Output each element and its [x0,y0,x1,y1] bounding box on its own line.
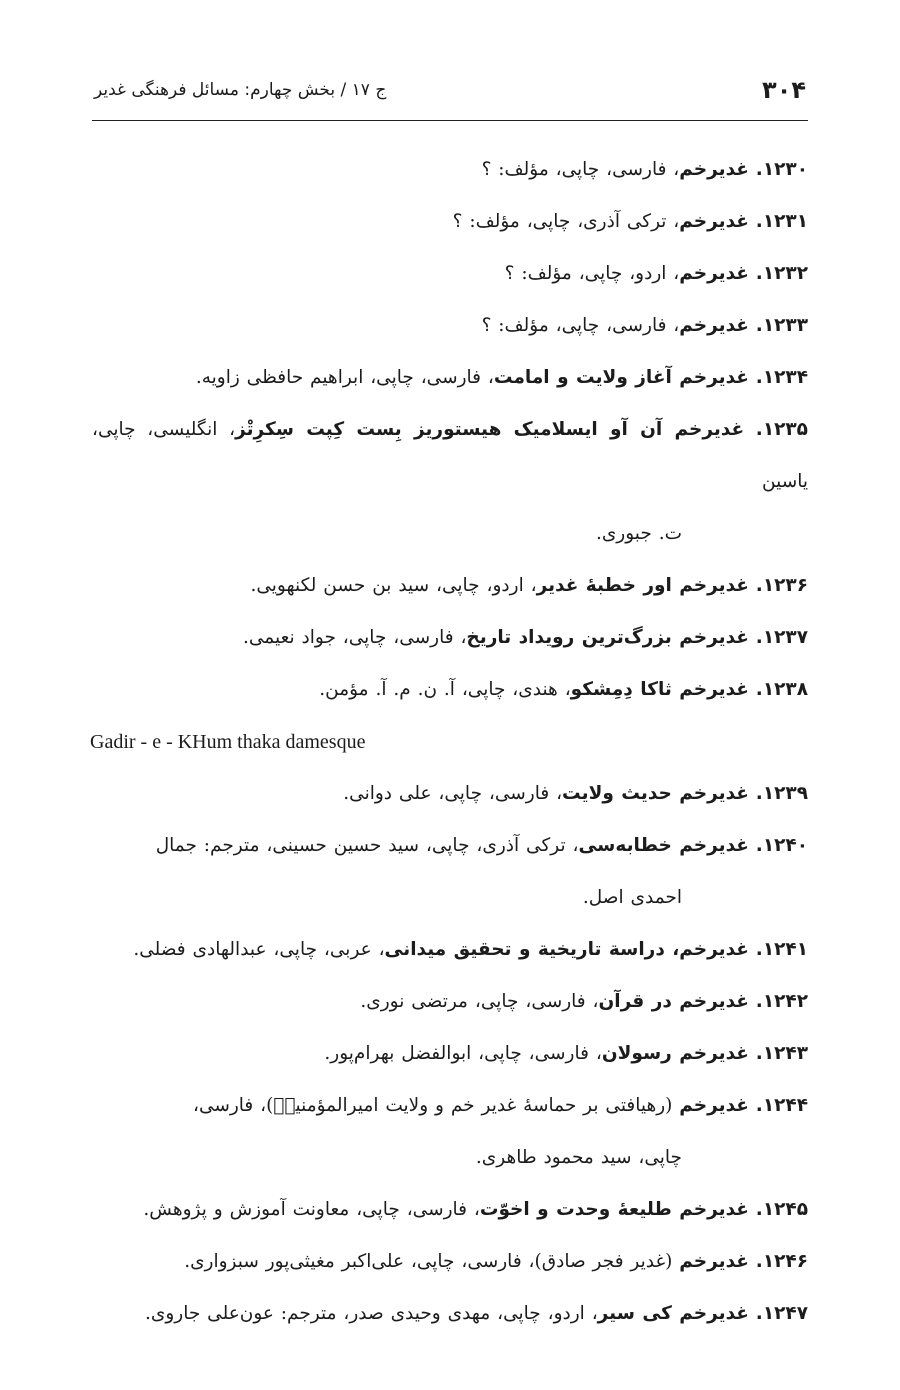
entry-continuation: چاپی، سید محمود طاهری. [475,1147,682,1168]
bibliography-entry [92,196,808,248]
entry-number: ۱۲۳۴. [755,367,808,388]
entry-number: ۱۲۴۰. [755,835,808,856]
entry-title: غدیرخم، دراسة تاریخیة و تحقیق میدانی [384,939,749,960]
entry-title: غدیرخم کی سیر [597,1303,749,1324]
entry-details: ، فارسی، چاپی، مؤلف: ؟ [481,159,680,180]
entry-number: ۱۲۳۵. [755,419,808,440]
bibliography-list [92,144,808,1340]
entry-details: ، فارسی، چاپی، ابوالفضل بهرام‌پور. [324,1043,602,1064]
running-title: ج ۱۷ / بخش چهارم: مسائل فرهنگی غدیر [94,80,387,100]
page-header [92,70,808,121]
entry-number: ۱۲۳۲. [755,263,808,284]
entry-details: ، اردو، چاپی، مؤلف: ؟ [504,263,680,284]
bibliography-entry [92,560,808,612]
entry-title: غدیرخم [679,315,749,336]
entry-details: (رهیافتی بر حماسهٔ غدیر خم و ولایت امیرالمؤمنینؒ)، فارسی، [192,1095,680,1116]
entry-title: غدیرخم رسولان [601,1043,749,1064]
entry-number: ۱۲۴۳. [755,1043,808,1064]
entry-details: ، فارسی، چاپی، جواد نعیمی. [242,627,467,648]
bibliography-entry [92,820,808,924]
entry-details: (غدیر فجر صادق)، فارسی، چاپی، علی‌اکبر مغیثی‌پور سبزواری. [184,1251,680,1272]
entry-details: ، اردو، چاپی، مهدی وحیدی صدر، مترجم: عون‌علی جاروی. [144,1303,598,1324]
bibliography-entry [92,144,808,196]
bibliography-entry [92,768,808,820]
entry-details: ، عربی، چاپی، عبدالهادی فضلی. [133,939,385,960]
bibliography-entry [92,1080,808,1184]
entry-number: ۱۲۳۶. [755,575,808,596]
bibliography-entry [92,1236,808,1288]
page-number: ۳۰۴ [762,76,806,104]
entry-number: ۱۲۴۷. [755,1303,808,1324]
bibliography-entry [92,1184,808,1236]
entry-number: ۱۲۳۷. [755,627,808,648]
entry-title: غدیرخم حدیث ولایت [562,783,749,804]
entry-number: ۱۲۳۱. [755,211,808,232]
entry-details: ، ترکی آذری، چاپی، مؤلف: ؟ [452,211,680,232]
entry-title: غدیرخم طلیعهٔ وحدت و اخوّت [479,1199,749,1220]
entry-title: غدیرخم [679,211,749,232]
entry-title: غدیرخم آغاز ولایت و امامت [493,367,749,388]
entry-details: ، فارسی، چاپی، مرتضی نوری. [360,991,599,1012]
entry-number: ۱۲۴۶. [755,1251,808,1272]
entry-continuation: ت. جبوری. [595,523,682,544]
entry-number: ۱۲۴۲. [755,991,808,1012]
entry-details: ، فارسی، چاپی، معاونت آموزش و پژوهش. [143,1199,480,1220]
bibliography-entry [92,612,808,664]
latin-transliteration: Gadir - e - KHum thaka damesque [90,731,366,753]
entry-number: ۱۲۳۸. [755,679,808,700]
entry-details: ، اردو، چاپی، سید بن حسن لکنهویی. [250,575,537,596]
entry-title: غدیرخم آن آو ایسلامیک هیستوریز بِست کِپت سِکرِتْز [235,419,745,440]
entry-title: غدیرخم [679,1095,749,1116]
entry-number: ۱۲۳۳. [755,315,808,336]
entry-details: ، انگلیسی، چاپی، یاسین [92,419,808,492]
entry-title: غدیرخم اور خطبهٔ غدیر [536,575,749,596]
entry-title: غدیرخم بزرگ‌ترین رویداد تاریخ [466,627,749,648]
bibliography-entry [92,924,808,976]
bibliography-entry [92,976,808,1028]
entry-title: غدیرخم خطابه‌سی [578,835,749,856]
entry-title: غدیرخم ثاکا دِمِشکو [570,679,749,700]
entry-details: ، ترکی آذری، چاپی، سید حسین حسینی، مترجم: جمال [155,835,579,856]
entry-number: ۱۲۴۵. [755,1199,808,1220]
entry-number: ۱۲۴۱. [755,939,808,960]
bibliography-entry [92,300,808,352]
bibliography-entry [92,664,808,716]
entry-details: ، هندی، چاپی، آ. ن. م. آ. مؤمن. [319,679,571,700]
entry-continuation: احمدی اصل. [582,887,682,908]
entry-title: غدیرخم [679,159,749,180]
entry-details: ، فارسی، چاپی، علی دوانی. [343,783,563,804]
entry-details: ، فارسی، چاپی، مؤلف: ؟ [481,315,680,336]
entry-title: غدیرخم [679,263,749,284]
entry-details: ، فارسی، چاپی، ابراهیم حافظی زاویه. [195,367,494,388]
bibliography-entry [92,404,808,560]
bibliography-entry [92,248,808,300]
bibliography-entry [92,1028,808,1080]
bibliography-entry [92,1288,808,1340]
entry-number: ۱۲۳۹. [755,783,808,804]
entry-number: ۱۲۳۰. [755,159,808,180]
entry-number: ۱۲۴۴. [755,1095,808,1116]
entry-title: غدیرخم [679,1251,749,1272]
entry-title: غدیرخم در قرآن [598,991,749,1012]
bibliography-entry [92,352,808,404]
